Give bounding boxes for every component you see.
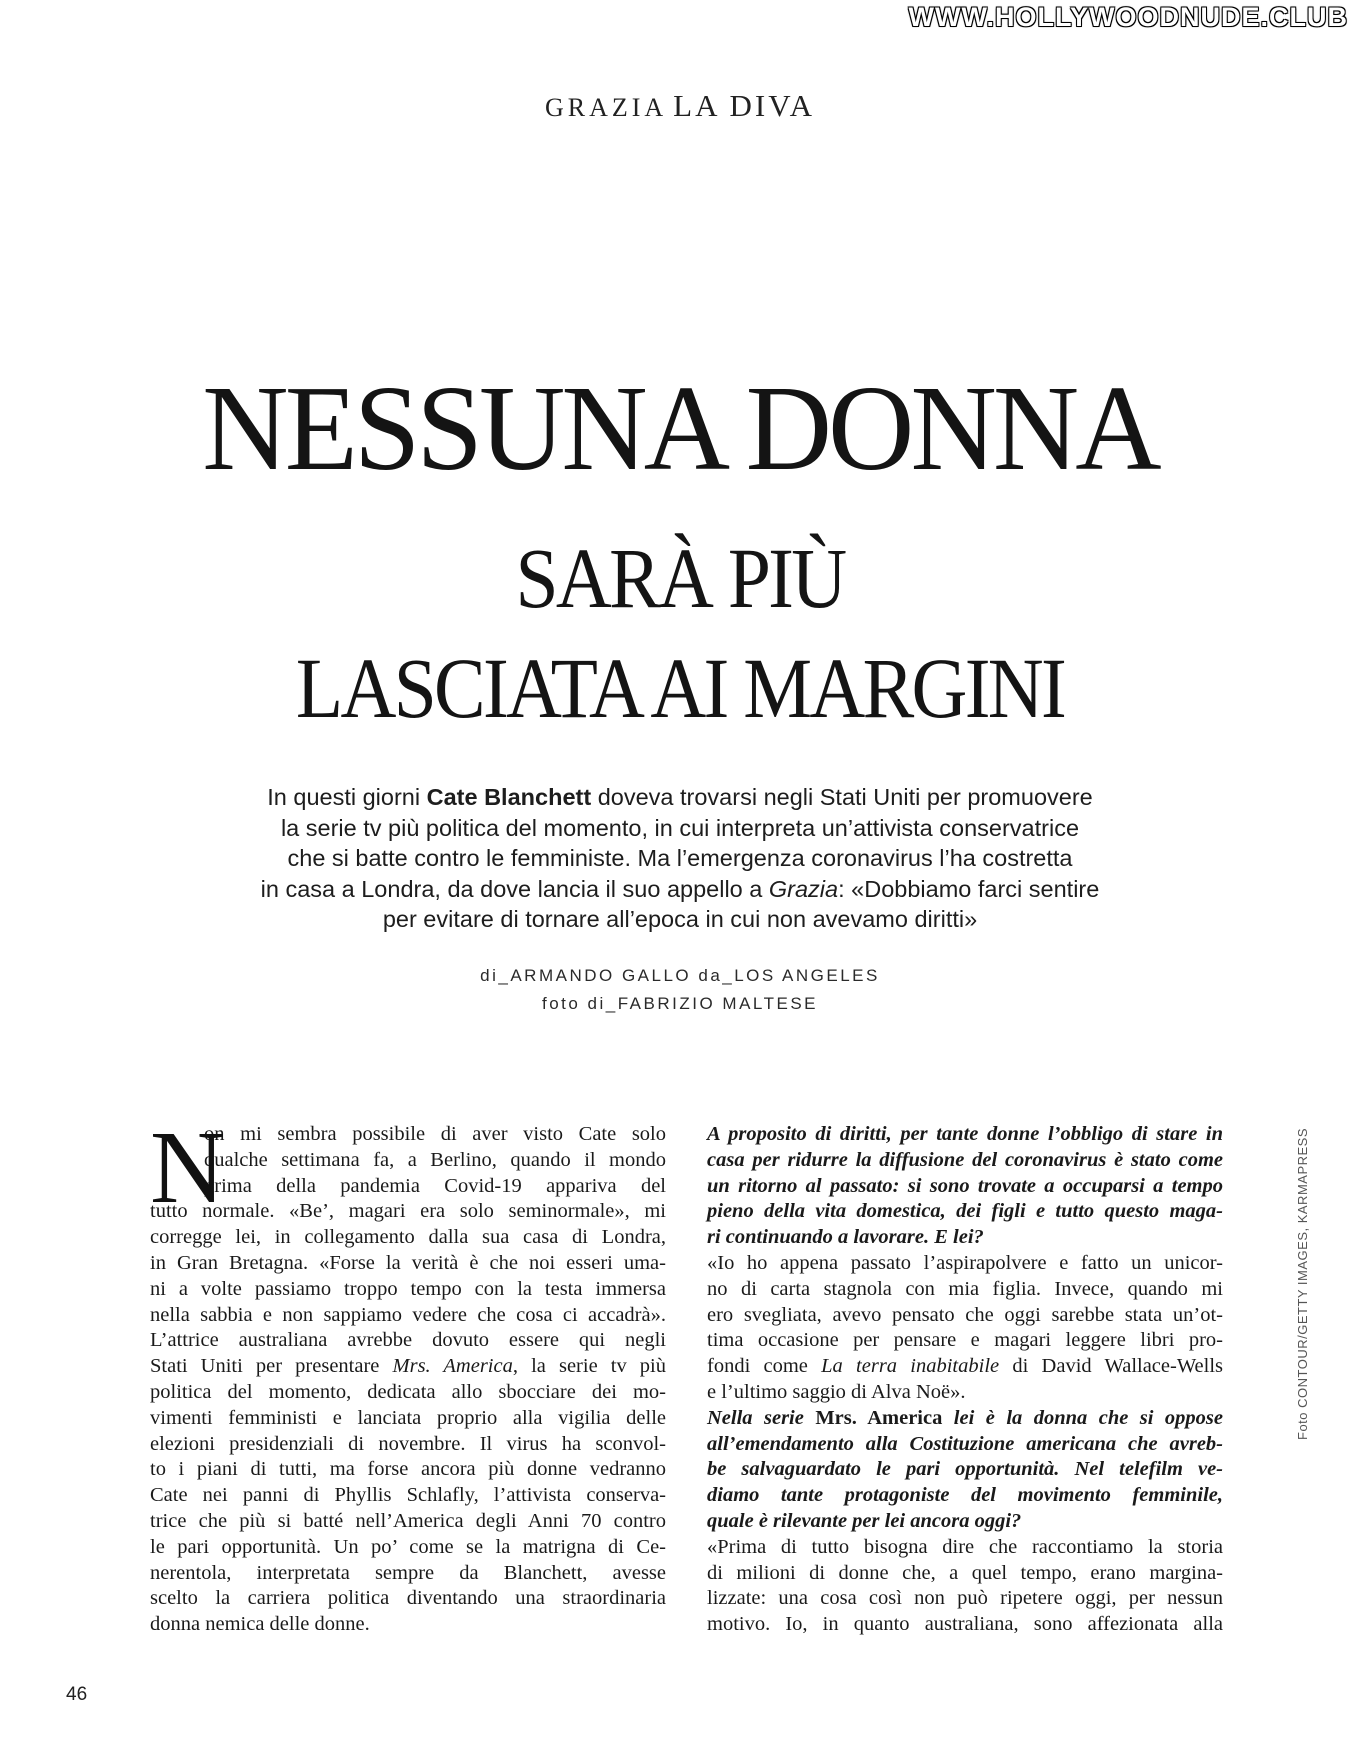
article-column-left xyxy=(150,1110,666,1638)
standfirst-name: Cate Blanchett xyxy=(426,784,592,810)
text-line: on mi sembra possibile di aver visto Cate solo xyxy=(204,1123,666,1145)
text-line: nerentola, interpretata sempre da Blanchett, avesse xyxy=(150,1561,666,1584)
text-span: fondi come xyxy=(707,1355,822,1378)
text-line: in Gran Bretagna. «Forse la verità è che noi esseri uma- xyxy=(150,1251,666,1274)
show-title: Mrs. America xyxy=(815,1406,943,1429)
answer-line: lizzate: una cosa così non può ripetere oggi, per nessun xyxy=(707,1587,1223,1610)
text-line: ni a volte passiamo troppo tempo con la testa immersa xyxy=(150,1277,666,1300)
standfirst-text: in casa a Londra, da dove lancia il suo appello a xyxy=(260,875,769,902)
question-line: pieno della vita domestica, dei figli e tutto questo maga- xyxy=(707,1200,1223,1223)
book-title: La terra inabitabile xyxy=(821,1355,1000,1378)
standfirst-line: la serie tv più politica del momento, in cui interpreta un’attivista conservatrice xyxy=(280,814,1080,841)
question-line: ri continuando a lavorare. E lei? xyxy=(707,1226,984,1249)
page-number: 46 xyxy=(66,1684,88,1705)
author-credit: di_ARMANDO GALLO da_LOS ANGELES xyxy=(480,966,880,985)
show-title: Mrs. America xyxy=(392,1355,513,1378)
text-span: Nella serie xyxy=(707,1406,816,1429)
text-span: Stati Uniti per presentare xyxy=(150,1355,393,1378)
article-column-right xyxy=(707,1122,1223,1638)
text-line: nella sabbia e non sappiamo vedere che cosa ci accadrà». xyxy=(150,1303,666,1326)
text-line: vimenti femministi e lanciata proprio alla vigilia delle xyxy=(150,1406,666,1429)
text-line: trice che più si batté nell’America degli Anni 70 contro xyxy=(150,1509,666,1532)
standfirst-line: che si batte contro le femministe. Ma l’emergenza coronavirus l’ha costretta xyxy=(287,845,1073,871)
interview-answer-1 xyxy=(707,1251,1223,1406)
question-line: A proposito di diritti, per tante donne l’obbligo di stare in xyxy=(707,1123,1223,1145)
answer-line: di milioni di donne che, a quel tempo, erano margina- xyxy=(707,1561,1223,1584)
question-continuation xyxy=(707,1432,1223,1535)
text-line: le pari opportunità. Un po’ come se la matrigna di Ce- xyxy=(150,1535,666,1558)
interview-question-2 xyxy=(707,1406,1223,1535)
watermark: WWW.HOLLYWOODNUDE.CLUB xyxy=(908,2,1348,32)
interview-question-1 xyxy=(707,1122,1223,1251)
standfirst-text: In questi giorni xyxy=(267,784,427,810)
answer-line: ero svegliata, avevo pensato che oggi sarebbe stata un’ot- xyxy=(707,1303,1223,1326)
text-line: L’attrice australiana avrebbe dovuto essere qui negli xyxy=(150,1329,666,1352)
text-line: politica del momento, dedicata allo sbocciare dei mo- xyxy=(150,1380,666,1403)
answer-line: tima occasione per pensare e magari leggere libri pro- xyxy=(707,1329,1223,1352)
answer-line: e l’ultimo saggio di Alva Noë». xyxy=(707,1380,966,1403)
headline-line-1: NESSUNA DONNA xyxy=(202,361,1158,496)
question-line: casa per ridurre la diffusione del coronavirus è stato come xyxy=(707,1148,1223,1171)
text-span: , la serie tv più xyxy=(512,1355,666,1378)
standfirst-text: doveva trovarsi negli Stati Uniti per promuovere xyxy=(591,784,1093,810)
text-span: di David Wallace-Wells xyxy=(999,1355,1224,1378)
question-line xyxy=(707,1406,1223,1432)
section-header xyxy=(0,88,1360,124)
photographer-credit: foto di_FABRIZIO MALTESE xyxy=(541,994,819,1013)
question-line: all’emendamento alla Costituzione americana che avreb- xyxy=(707,1432,1223,1455)
drop-cap-paragraph xyxy=(150,1122,666,1199)
answer-line xyxy=(707,1354,1223,1380)
text-line: scelto la carriera politica diventando una straordinaria xyxy=(150,1587,666,1610)
drop-cap: N xyxy=(150,1110,226,1225)
text-line: Cate nei panni di Phyllis Schlafly, l’attivista conserva- xyxy=(150,1484,666,1507)
standfirst-magazine: Grazia xyxy=(768,875,839,902)
answer-line: «Prima di tutto bisogna dire che raccontiamo la storia xyxy=(707,1535,1223,1558)
answer-line: motivo. Io, in quanto australiana, sono affezionata alla xyxy=(707,1613,1223,1636)
text-line: qualche settimana fa, a Berlino, quando il mondo xyxy=(204,1148,666,1171)
text-line: to i piani di tutti, ma forse ancora più donne vedranno xyxy=(150,1458,666,1481)
question-line: diamo tante protagoniste del movimento femminile, xyxy=(707,1484,1223,1507)
text-line: prima della pandemia Covid-19 appariva del xyxy=(204,1174,666,1197)
text-line: corregge lei, in collegamento dalla sua casa di Londra, xyxy=(150,1226,666,1249)
byline xyxy=(0,962,1360,1018)
question-line: quale è rilevante per lei ancora oggi? xyxy=(707,1509,1022,1532)
text-line: elezioni presidenziali di novembre. Il virus ha sconvol- xyxy=(150,1432,666,1455)
standfirst-line xyxy=(150,782,1210,813)
standfirst-text: : «Dobbiamo farci sentire xyxy=(838,875,1100,902)
standfirst xyxy=(150,782,1210,935)
headline-line-3: LASCIATA AI MARGINI xyxy=(295,640,1065,736)
headline-line-2: SARÀ PIÙ xyxy=(515,530,845,626)
answer-line: «Io ho appena passato l’aspirapolvere e fatto un unicor- xyxy=(707,1251,1223,1274)
standfirst-line: per evitare di tornare all’epoca in cui non avevamo diritti» xyxy=(382,906,978,932)
text-line: tutto normale. «Be’, magari era solo seminormale», mi xyxy=(150,1200,666,1223)
text-line xyxy=(150,1354,666,1380)
question-line: be salvaguardato le pari opportunità. Nel telefilm ve- xyxy=(707,1458,1223,1481)
photo-credit: Foto CONTOUR/GETTY IMAGES, KARMAPRESS xyxy=(1295,1127,1310,1440)
question-line: un ritorno al passato: si sono trovate a occuparsi a tempo xyxy=(707,1174,1223,1197)
text-line: donna nemica delle donne. xyxy=(150,1613,370,1636)
interview-answer-2 xyxy=(707,1535,1223,1638)
text-span: lei è la donna che si oppose xyxy=(942,1406,1224,1429)
section-name: LA DIVA xyxy=(673,88,816,123)
standfirst-line xyxy=(150,874,1210,905)
magazine-brand: GRAZIA xyxy=(544,93,668,122)
answer-line: no di carta stagnola con mia figlia. Invece, quando mi xyxy=(707,1277,1223,1300)
